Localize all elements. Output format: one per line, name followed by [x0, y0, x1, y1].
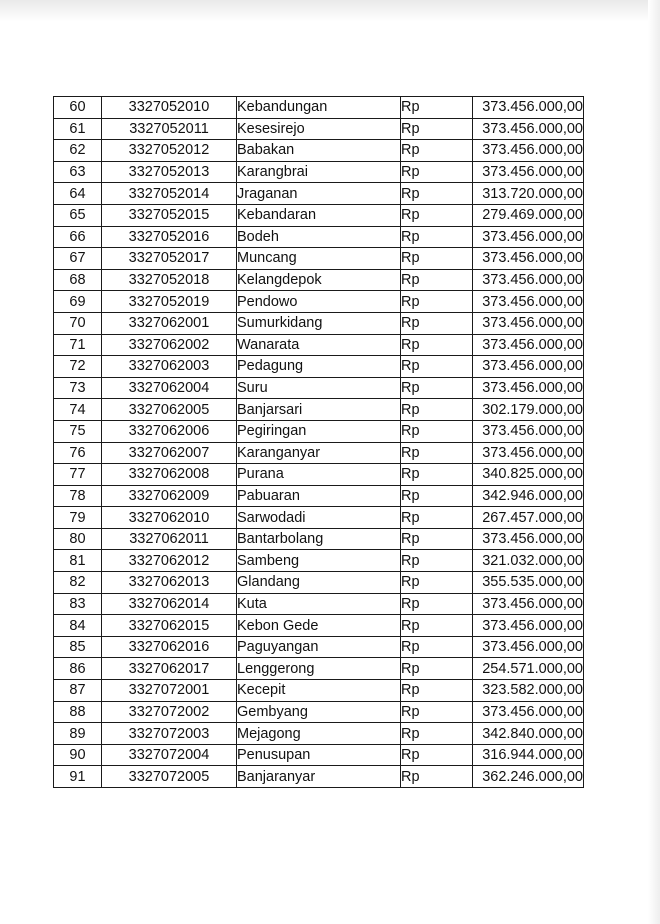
village-code-cell: 3327052017 — [102, 248, 237, 270]
amount-cell: 316.944.000,00 — [473, 744, 584, 766]
village-code-cell: 3327062014 — [102, 593, 237, 615]
table-row — [54, 118, 584, 140]
currency-cell: Rp — [401, 97, 473, 119]
village-code-cell: 3327062017 — [102, 658, 237, 680]
row-number-cell: 80 — [54, 528, 102, 550]
currency-cell: Rp — [401, 204, 473, 226]
table-row — [54, 291, 584, 313]
table-row — [54, 420, 584, 442]
row-number-cell: 65 — [54, 204, 102, 226]
village-code-cell: 3327062009 — [102, 485, 237, 507]
village-code-cell: 3327062001 — [102, 312, 237, 334]
currency-cell: Rp — [401, 723, 473, 745]
row-number-cell: 88 — [54, 701, 102, 723]
currency-cell: Rp — [401, 161, 473, 183]
village-code-cell: 3327072001 — [102, 680, 237, 702]
village-name-cell: Babakan — [237, 140, 401, 162]
village-name-cell: Purana — [237, 464, 401, 486]
village-name-cell: Kebandaran — [237, 204, 401, 226]
row-number-cell: 75 — [54, 420, 102, 442]
currency-cell: Rp — [401, 377, 473, 399]
row-number-cell: 89 — [54, 723, 102, 745]
amount-cell: 302.179.000,00 — [473, 399, 584, 421]
village-code-cell: 3327052015 — [102, 204, 237, 226]
table-row — [54, 140, 584, 162]
amount-cell: 342.946.000,00 — [473, 485, 584, 507]
village-name-cell: Banjaranyar — [237, 766, 401, 788]
village-name-cell: Banjarsari — [237, 399, 401, 421]
row-number-cell: 68 — [54, 269, 102, 291]
village-code-cell: 3327072003 — [102, 723, 237, 745]
village-name-cell: Bantarbolang — [237, 528, 401, 550]
row-number-cell: 69 — [54, 291, 102, 313]
village-code-cell: 3327062006 — [102, 420, 237, 442]
village-code-cell: 3327062003 — [102, 356, 237, 378]
village-name-cell: Karangbrai — [237, 161, 401, 183]
amount-cell: 340.825.000,00 — [473, 464, 584, 486]
table-row — [54, 442, 584, 464]
row-number-cell: 73 — [54, 377, 102, 399]
table-row — [54, 550, 584, 572]
amount-cell: 373.456.000,00 — [473, 377, 584, 399]
currency-cell: Rp — [401, 140, 473, 162]
currency-cell: Rp — [401, 291, 473, 313]
table-row — [54, 701, 584, 723]
village-name-cell: Pegiringan — [237, 420, 401, 442]
amount-cell: 279.469.000,00 — [473, 204, 584, 226]
row-number-cell: 76 — [54, 442, 102, 464]
table-body — [54, 97, 584, 788]
table-row — [54, 269, 584, 291]
currency-cell: Rp — [401, 507, 473, 529]
table-row — [54, 507, 584, 529]
row-number-cell: 63 — [54, 161, 102, 183]
table-row — [54, 593, 584, 615]
village-name-cell: Pabuaran — [237, 485, 401, 507]
village-name-cell: Karanganyar — [237, 442, 401, 464]
table-row — [54, 485, 584, 507]
currency-cell: Rp — [401, 744, 473, 766]
amount-cell: 267.457.000,00 — [473, 507, 584, 529]
village-code-cell: 3327062002 — [102, 334, 237, 356]
table-row — [54, 528, 584, 550]
village-name-cell: Sumurkidang — [237, 312, 401, 334]
amount-cell: 373.456.000,00 — [473, 442, 584, 464]
amount-cell: 373.456.000,00 — [473, 334, 584, 356]
village-code-cell: 3327062015 — [102, 615, 237, 637]
table-row — [54, 312, 584, 334]
currency-cell: Rp — [401, 593, 473, 615]
table-row — [54, 356, 584, 378]
village-name-cell: Sarwodadi — [237, 507, 401, 529]
currency-cell: Rp — [401, 572, 473, 594]
table-row — [54, 744, 584, 766]
table-row — [54, 680, 584, 702]
row-number-cell: 61 — [54, 118, 102, 140]
currency-cell: Rp — [401, 442, 473, 464]
currency-cell: Rp — [401, 356, 473, 378]
village-name-cell: Glandang — [237, 572, 401, 594]
table-row — [54, 161, 584, 183]
row-number-cell: 77 — [54, 464, 102, 486]
table-row — [54, 766, 584, 788]
village-code-cell: 3327052010 — [102, 97, 237, 119]
village-code-cell: 3327072005 — [102, 766, 237, 788]
amount-cell: 355.535.000,00 — [473, 572, 584, 594]
village-code-cell: 3327062012 — [102, 550, 237, 572]
amount-cell: 373.456.000,00 — [473, 269, 584, 291]
currency-cell: Rp — [401, 485, 473, 507]
row-number-cell: 60 — [54, 97, 102, 119]
currency-cell: Rp — [401, 312, 473, 334]
amount-cell: 373.456.000,00 — [473, 118, 584, 140]
table-row — [54, 464, 584, 486]
row-number-cell: 85 — [54, 636, 102, 658]
row-number-cell: 74 — [54, 399, 102, 421]
village-name-cell: Lenggerong — [237, 658, 401, 680]
table-row — [54, 226, 584, 248]
page-shadow-top — [0, 0, 660, 22]
currency-cell: Rp — [401, 399, 473, 421]
village-name-cell: Kebon Gede — [237, 615, 401, 637]
village-code-cell: 3327052013 — [102, 161, 237, 183]
village-name-cell: Penusupan — [237, 744, 401, 766]
amount-cell: 321.032.000,00 — [473, 550, 584, 572]
amount-cell: 373.456.000,00 — [473, 97, 584, 119]
row-number-cell: 64 — [54, 183, 102, 205]
currency-cell: Rp — [401, 766, 473, 788]
amount-cell: 373.456.000,00 — [473, 291, 584, 313]
table-row — [54, 572, 584, 594]
table-row — [54, 183, 584, 205]
village-code-cell: 3327072004 — [102, 744, 237, 766]
amount-cell: 373.456.000,00 — [473, 226, 584, 248]
village-name-cell: Pedagung — [237, 356, 401, 378]
currency-cell: Rp — [401, 248, 473, 270]
row-number-cell: 81 — [54, 550, 102, 572]
village-name-cell: Kuta — [237, 593, 401, 615]
amount-cell: 373.456.000,00 — [473, 420, 584, 442]
village-code-cell: 3327062010 — [102, 507, 237, 529]
table-row — [54, 399, 584, 421]
village-name-cell: Pendowo — [237, 291, 401, 313]
amount-cell: 373.456.000,00 — [473, 615, 584, 637]
village-code-cell: 3327052019 — [102, 291, 237, 313]
village-name-cell: Wanarata — [237, 334, 401, 356]
village-name-cell: Suru — [237, 377, 401, 399]
row-number-cell: 66 — [54, 226, 102, 248]
currency-cell: Rp — [401, 118, 473, 140]
currency-cell: Rp — [401, 226, 473, 248]
village-name-cell: Kelangdepok — [237, 269, 401, 291]
currency-cell: Rp — [401, 464, 473, 486]
table-row — [54, 636, 584, 658]
row-number-cell: 79 — [54, 507, 102, 529]
amount-cell: 323.582.000,00 — [473, 680, 584, 702]
row-number-cell: 82 — [54, 572, 102, 594]
table-row — [54, 97, 584, 119]
currency-cell: Rp — [401, 636, 473, 658]
amount-cell: 373.456.000,00 — [473, 636, 584, 658]
village-code-cell: 3327062007 — [102, 442, 237, 464]
table-row — [54, 658, 584, 680]
village-name-cell: Kebandungan — [237, 97, 401, 119]
village-code-cell: 3327072002 — [102, 701, 237, 723]
currency-cell: Rp — [401, 658, 473, 680]
currency-cell: Rp — [401, 528, 473, 550]
currency-cell: Rp — [401, 615, 473, 637]
row-number-cell: 67 — [54, 248, 102, 270]
currency-cell: Rp — [401, 269, 473, 291]
row-number-cell: 86 — [54, 658, 102, 680]
currency-cell: Rp — [401, 183, 473, 205]
amount-cell: 373.456.000,00 — [473, 701, 584, 723]
table-row — [54, 615, 584, 637]
village-name-cell: Jraganan — [237, 183, 401, 205]
village-name-cell: Sambeng — [237, 550, 401, 572]
village-code-cell: 3327052011 — [102, 118, 237, 140]
row-number-cell: 91 — [54, 766, 102, 788]
amount-cell: 313.720.000,00 — [473, 183, 584, 205]
row-number-cell: 84 — [54, 615, 102, 637]
row-number-cell: 70 — [54, 312, 102, 334]
table-row — [54, 723, 584, 745]
table-row — [54, 204, 584, 226]
amount-cell: 373.456.000,00 — [473, 593, 584, 615]
village-name-cell: Gembyang — [237, 701, 401, 723]
currency-cell: Rp — [401, 420, 473, 442]
village-code-cell: 3327062004 — [102, 377, 237, 399]
amount-cell: 373.456.000,00 — [473, 161, 584, 183]
amount-cell: 373.456.000,00 — [473, 528, 584, 550]
village-name-cell: Bodeh — [237, 226, 401, 248]
village-code-cell: 3327062011 — [102, 528, 237, 550]
village-fund-table — [53, 96, 584, 788]
amount-cell: 362.246.000,00 — [473, 766, 584, 788]
row-number-cell: 62 — [54, 140, 102, 162]
table-row — [54, 248, 584, 270]
amount-cell: 373.456.000,00 — [473, 140, 584, 162]
page-shadow-right — [648, 0, 660, 924]
table-row — [54, 377, 584, 399]
amount-cell: 373.456.000,00 — [473, 356, 584, 378]
village-code-cell: 3327052018 — [102, 269, 237, 291]
row-number-cell: 90 — [54, 744, 102, 766]
row-number-cell: 71 — [54, 334, 102, 356]
currency-cell: Rp — [401, 680, 473, 702]
village-code-cell: 3327062005 — [102, 399, 237, 421]
village-name-cell: Paguyangan — [237, 636, 401, 658]
village-name-cell: Kecepit — [237, 680, 401, 702]
village-name-cell: Mejagong — [237, 723, 401, 745]
amount-cell: 373.456.000,00 — [473, 312, 584, 334]
village-name-cell: Kesesirejo — [237, 118, 401, 140]
currency-cell: Rp — [401, 701, 473, 723]
row-number-cell: 87 — [54, 680, 102, 702]
row-number-cell: 83 — [54, 593, 102, 615]
table-row — [54, 334, 584, 356]
row-number-cell: 72 — [54, 356, 102, 378]
village-code-cell: 3327062013 — [102, 572, 237, 594]
row-number-cell: 78 — [54, 485, 102, 507]
currency-cell: Rp — [401, 550, 473, 572]
village-code-cell: 3327052012 — [102, 140, 237, 162]
village-code-cell: 3327062008 — [102, 464, 237, 486]
village-code-cell: 3327052014 — [102, 183, 237, 205]
amount-cell: 373.456.000,00 — [473, 248, 584, 270]
amount-cell: 342.840.000,00 — [473, 723, 584, 745]
amount-cell: 254.571.000,00 — [473, 658, 584, 680]
village-code-cell: 3327052016 — [102, 226, 237, 248]
currency-cell: Rp — [401, 334, 473, 356]
village-name-cell: Muncang — [237, 248, 401, 270]
village-code-cell: 3327062016 — [102, 636, 237, 658]
